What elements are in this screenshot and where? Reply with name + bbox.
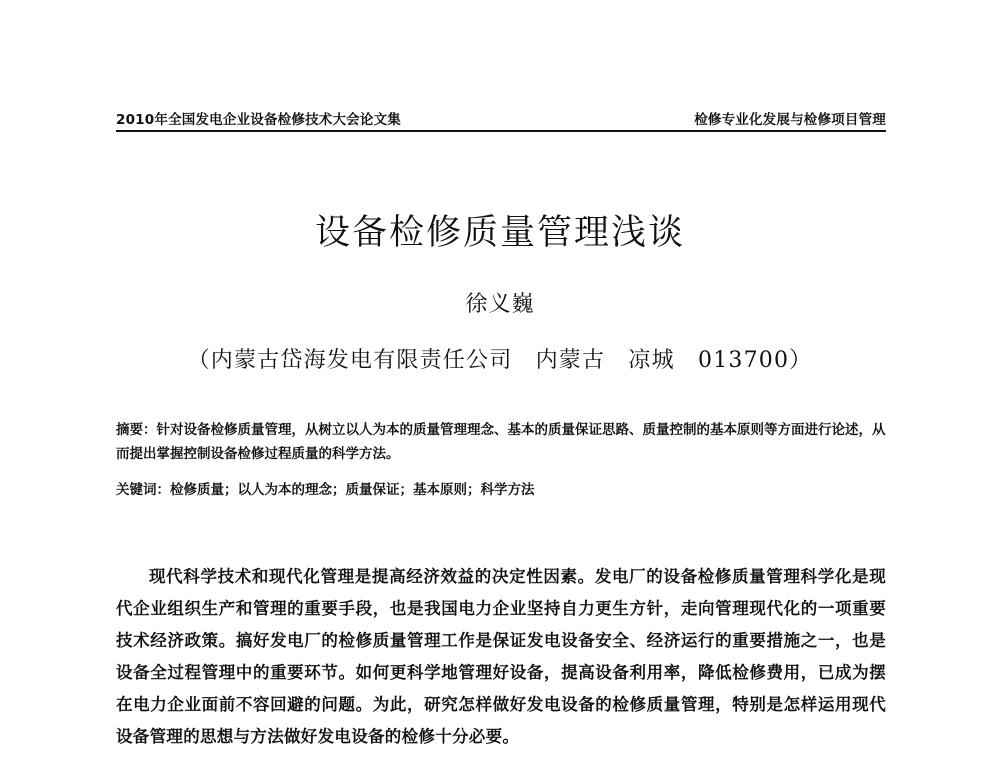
paper-title: 设备检修质量管理浅谈 bbox=[314, 213, 685, 253]
header-right-text: 检修专业化发展与检修项目管理 bbox=[694, 112, 886, 128]
header-divider bbox=[116, 130, 886, 132]
keywords-block bbox=[116, 478, 886, 502]
abstract-label: 摘要： bbox=[116, 422, 157, 438]
running-header bbox=[116, 106, 886, 128]
author-name: 徐义巍 bbox=[465, 292, 535, 317]
abstract-text: 针对设备检修质量管理，从树立以人为本的质量管理理念、基本的质量保证思路、质量控制的基本原则等方面进行论述，从而提出掌握控制设备检修过程质量的科学方法。 bbox=[116, 422, 886, 462]
body-paragraph: 现代科学技术和现代化管理是提高经济效益的决定性因素。发电厂的设备检修质量管理科学化是现代企业组织生产和管理的重要手段，也是我国电力企业坚持自力更生方针，走向管理现代化的一项重要技术经济政策。搞好发电厂的检修质量管理工作是保证发电设备安全、经济运行的重要措施之一，也是设备全过程管理中的重要环节。如何更科学地管理好设备，提高设备利用率，降低检修费用，已成为摆在电力企业面前不容回避的问题。为此，研究怎样做好发电设备的检修质量管理，特别是怎样运用现代设备管理的思想与方法做好发电设备的检修十分必要。 bbox=[116, 567, 886, 746]
keywords-text: 检修质量；以人为本的理念；质量保证；基本原则；科学方法 bbox=[170, 482, 535, 498]
header-left-text: 2010年全国发电企业设备检修技术大会论文集 bbox=[116, 112, 401, 128]
abstract-block bbox=[116, 418, 886, 466]
author-affiliation: （内蒙古岱海发电有限责任公司 内蒙古 凉城 013700） bbox=[187, 348, 813, 373]
keywords-label: 关键词： bbox=[116, 482, 170, 498]
